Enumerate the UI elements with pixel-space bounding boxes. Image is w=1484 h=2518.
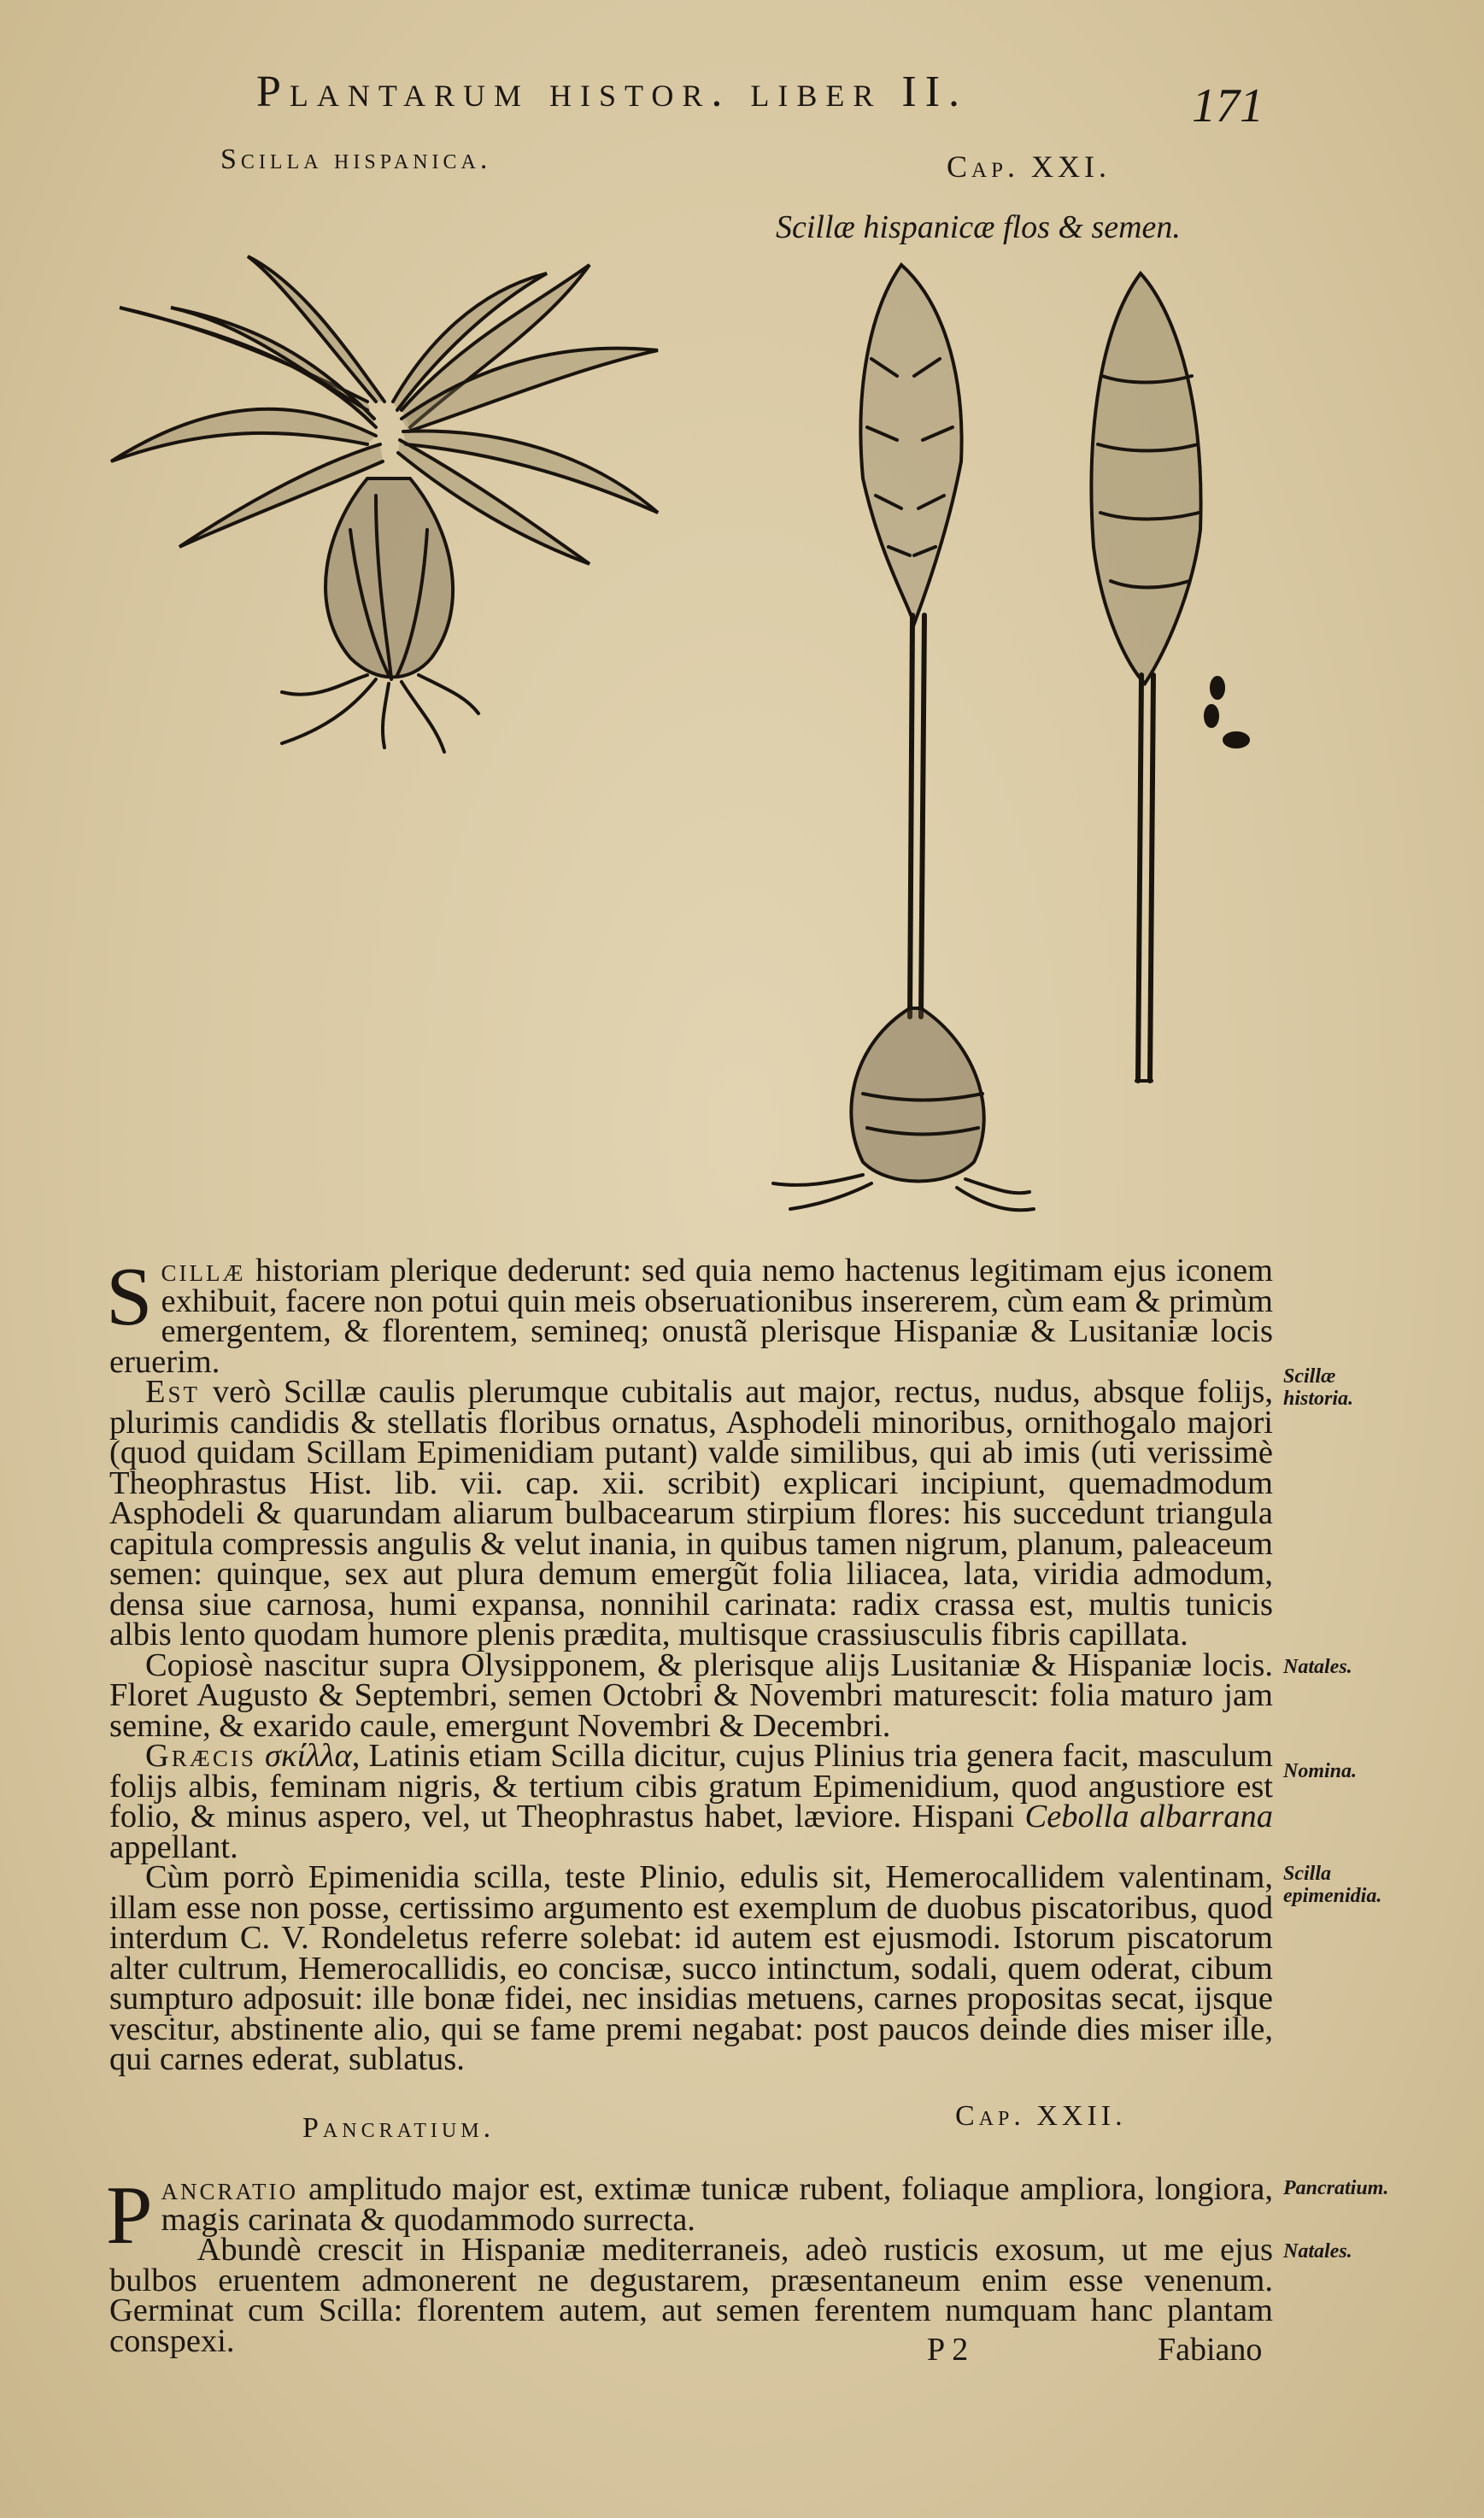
paragraph-4 — [109, 1738, 1273, 1865]
paragraph-7 — [109, 2232, 1273, 2359]
paragraph-6-text: amplitudo major est, extimæ tunicæ rubent, foliaque ampliora, longiora, magis carinata & quodammodo surrecta. — [161, 2171, 1273, 2238]
paragraph-2-lead: Est — [145, 1374, 201, 1410]
section-heading-pancratium: Pancratium. — [302, 2112, 496, 2144]
paragraph-1 — [106, 1251, 1273, 1380]
paragraph-4-italic: Cebolla albarrana — [1024, 1799, 1273, 1834]
catchword: Fabiano — [1158, 2332, 1263, 2368]
paragraph-4-greek: σκίλλα — [255, 1738, 352, 1774]
paragraph-2-text: verò Scillæ caulis plerumque cubitalis aut major, rectus, nudus, absque folijs, plurimis candidis & stellatis floribus ornatus, Asphodeli minoribus, ornithogalo majori (quod quidam Scillam Epimenidiam putant) valde similibus, qui ab imis (uti verissimè Theophrastus Hist. lib. vii. cap. xii. scribit) explicari incipiunt, quemadmodum Asphodeli & quarundam aliarum bulbacearum stirpium flores: his succedunt triangula capitula compressis angulis & velut inania, in quibus tamen nigrum, planum, paleaceum semen: quinque, sex aut plura demum emergũt folia liliacea, lata, viridia admodum, densa siue carnosa, humi expansa, nonnihil carinata: radix crassa est, multis tunicis albis lento quodam humore plenis prædita, multisque crassiusculis fibris capillata. — [109, 1374, 1273, 1652]
signature-mark: P 2 — [927, 2332, 969, 2368]
chapter-label-xxi: Cap. XXI. — [947, 150, 1111, 184]
section2-body — [106, 2169, 1273, 2359]
page-number: 171 — [1192, 79, 1264, 132]
dropcap-p: P — [106, 2169, 153, 2262]
paragraph-5-text: Cùm porrò Epimenidia scilla, teste Plinio, edulis sit, Hemerocallidem valentinam, illam esse non posse, certissimo argumento est exemplum de duobus piscatoribus, quod interdum C. V. Rondeletus referre solebat: id autem est ejusmodi. Istorum piscatorum alter cultrum, Hemerocallidis, eo concisæ, succo intinctum, sodali, quem oderat, cibum sumpturo adposuit: ille bonæ fidei, nec insidias metuens, carnes propositas secat, ijsque vescitur, abstinente alio, qui se fame premi negabat: post paucos deinde dies miser ille, qui carnes ederat, sublatus. — [109, 1859, 1273, 2077]
margin-note-natales: Natales. — [1283, 1656, 1352, 1678]
figure-caption: Scillæ hispanicæ flos & semen. — [776, 209, 1181, 245]
paragraph-6-lead: ancratio — [161, 2171, 299, 2207]
paragraph-4-tail: appellant. — [109, 1828, 238, 1865]
margin-note-natales-2: Natales. — [1283, 2240, 1352, 2263]
paragraph-6 — [106, 2169, 1273, 2262]
paragraph-1-lead: cillæ — [161, 1253, 246, 1288]
section-heading-scilla: Scilla hispanica. — [220, 144, 492, 175]
chapter-label-xxii: Cap. XXII. — [955, 2100, 1127, 2132]
dropcap-s: S — [106, 1251, 153, 1343]
margin-note-pancratium: Pancratium. — [1283, 2177, 1389, 2199]
section1-body — [106, 1251, 1273, 2077]
paragraph-4-text: , Latinis etiam Scilla dicitur, cujus Plinius tria genera facit, masculum folijs albis, feminam nigris, & tertium cibis gratum Epimenidium, quod angustiore est folio, & minus aspero, vel, ut Theophrastus habet, læviore. Hispani — [109, 1738, 1273, 1834]
paragraph-3 — [109, 1646, 1273, 1744]
margin-note-nomina: Nomina. — [1283, 1760, 1358, 1782]
paragraph-7-text: Abundè crescit in Hispaniæ mediterraneis, adeò rusticis exosum, ut me ejus bulbos eruentem admonerent ne degustarem, præsentaneum enim esse venenum. Germinat cum Scilla: florentem autem, aut semen ferentem numquam hanc plantam conspexi. — [109, 2232, 1273, 2359]
paragraph-2 — [109, 1374, 1273, 1652]
paragraph-3-text: Copiosè nascitur supra Olysipponem, & plerisque alijs Lusitaniæ & Hispaniæ locis. Floret Augusto & Septembri, semen Octobri & Novembri maturescit: folia maturo jam semine, & exarido caule, emergunt Novembri & Decembri. — [109, 1646, 1273, 1744]
paragraph-5 — [109, 1859, 1273, 2077]
running-title: Plantarum histor. liber II. — [256, 67, 969, 116]
margin-note-epimenidia: Scilla epimenidia. — [1283, 1863, 1382, 1907]
margin-note-historia: Scillæ historia. — [1283, 1365, 1354, 1410]
paragraph-4-lead: Græcis — [145, 1738, 256, 1774]
paragraph-1-text: historiam plerique dederunt: sed quia nemo hactenus legitimam ejus iconem exhibuit, facere non potui quin meis obseruationibus insererem, cùm eam & primùm emergentem, & florentem, semineq; onustã plerisque Hispaniæ & Lusitaniæ locis eruerim. — [109, 1253, 1273, 1380]
